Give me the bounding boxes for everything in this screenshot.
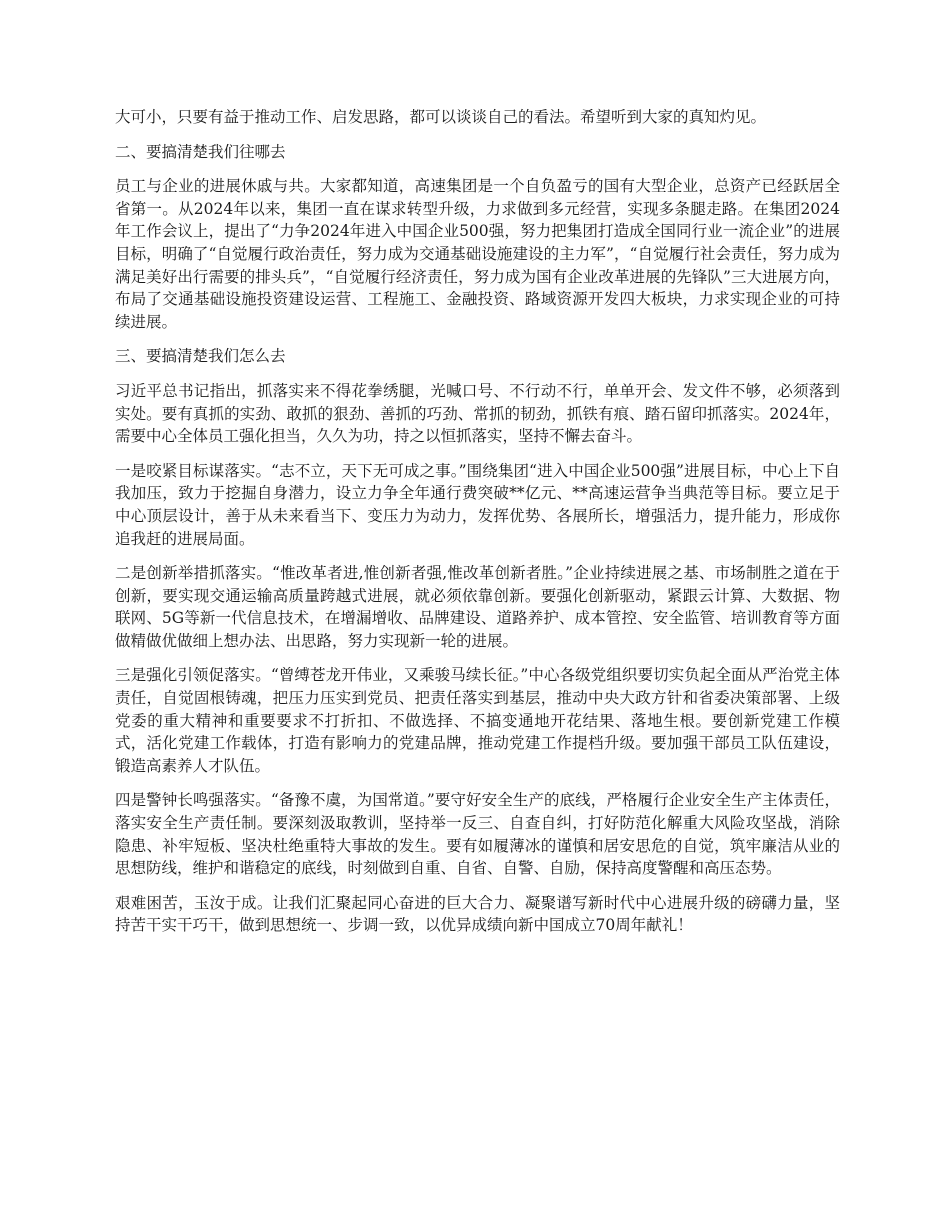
paragraph-intro-continued: 大可小，只要有益于推动工作、启发思路，都可以谈谈自己的看法。希望听到大家的真知灼见。 [115,108,767,126]
section-heading-3: 三、要搞清楚我们怎么去 [115,347,286,366]
document-body [115,106,840,949]
paragraph-development-direction: 员工与企业的进展休戚与共。大家都知道，高速集团是一个自负盈亏的国有大型企业，总资产已经跃居全省第一。从2024年以来，集团一直在谋求转型升级，力求做到多元经营，实现多条腿走路。在集团2024年工作会议上，提出了“力争2024年进入中国企业500强，努力把集团打造成全国同行业一流企业”的进展目标，明确了“自觉履行政治责任，努力成为交通基础设施建设的主力军”，“自觉履行社会责任，努力成为满足美好出行需要的排头兵”，“自觉履行经济责任，努力成为国有企业改革进展的先锋队”三大进展方向，布局了交通基础设施投资建设运营、工程施工、金融投资、路域资源开发四大板块，力求实现企业的可持续进展。 [115,177,840,331]
paragraph-point-1: 一是咬紧目标谋落实。“志不立，天下无可成之事。”围绕集团“进入中国企业500强”进展目标，中心上下自我加压，致力于挖掘自身潜力，设立力争全年通行费突破**亿元、**高速运营争当典范等目标。要立足于中心顶层设计，善于从未来看当下、变压力为动力，发挥优势、各展所长，增强活力，提升能力，形成你追我赶的进展局面。 [115,461,840,548]
paragraph-point-2: 二是创新举措抓落实。“惟改革者进,惟创新者强,惟改革创新者胜。”企业持续进展之基、市场制胜之道在于创新，要实现交通运输高质量跨越式进展，就必须依靠创新。要强化创新驱动，紧跟云计算、大数据、物联网、5G等新一代信息技术，在增漏增收、品牌建设、道路养护、成本管控、安全监管、培训教育等方面做精做优做细上想办法、出思路，努力实现新一轮的进展。 [115,564,840,650]
paragraph-point-4: 四是警钟长鸣强落实。“备豫不虞，为国常道。”要守好安全生产的底线，严格履行企业安全生产主体责任，落实安全生产责任制。要深刻汲取教训，坚持举一反三、自查自纠，打好防范化解重大风险攻坚战，消除隐患、补牢短板、坚决杜绝重特大事故的发生。要有如履薄冰的谨慎和居安思危的自觉，筑牢廉洁从业的思想防线，维护和谐稳定的底线，时刻做到自重、自省、自警、自励，保持高度警醒和高压态势。 [115,791,840,878]
paragraph-conclusion: 艰难困苦，玉汝于成。让我们汇聚起同心奋进的巨大合力、凝聚谱写新时代中心进展升级的磅礴力量，坚持苦干实干巧干，做到思想统一、步调一致，以优异成绩向新中国成立70周年献礼！ [115,893,840,935]
paragraph-implementation: 习近平总书记指出，抓落实来不得花拳绣腿，光喊口号、不行动不行，单单开会、发文件不够，必须落到实处。要有真抓的实劲、敢抓的狠劲、善抓的巧劲、常抓的韧劲，抓铁有痕、踏石留印抓落实。2024年，需要中心全体员工强化担当，久久为功，持之以恒抓落实，坚持不懈去奋斗。 [115,381,840,446]
section-heading-2: 二、要搞清楚我们往哪去 [115,142,286,161]
paragraph-point-3: 三是强化引领促落实。“曾缚苍龙开伟业，又乘骏马续长征。”中心各级党组织要切实负起全面从严治党主体责任，自觉固根铸魂，把压力压实到党员、把责任落实到基层，推动中央大政方针和省委决策部署、上级党委的重大精神和重要要求不打折扣、不做选择、不搞变通地开花结果、落地生根。要创新党建工作模式，活化党建工作载体，打造有影响力的党建品牌，推动党建工作提档升级。要加强干部员工队伍建设，锻造高素养人才队伍。 [115,666,840,775]
